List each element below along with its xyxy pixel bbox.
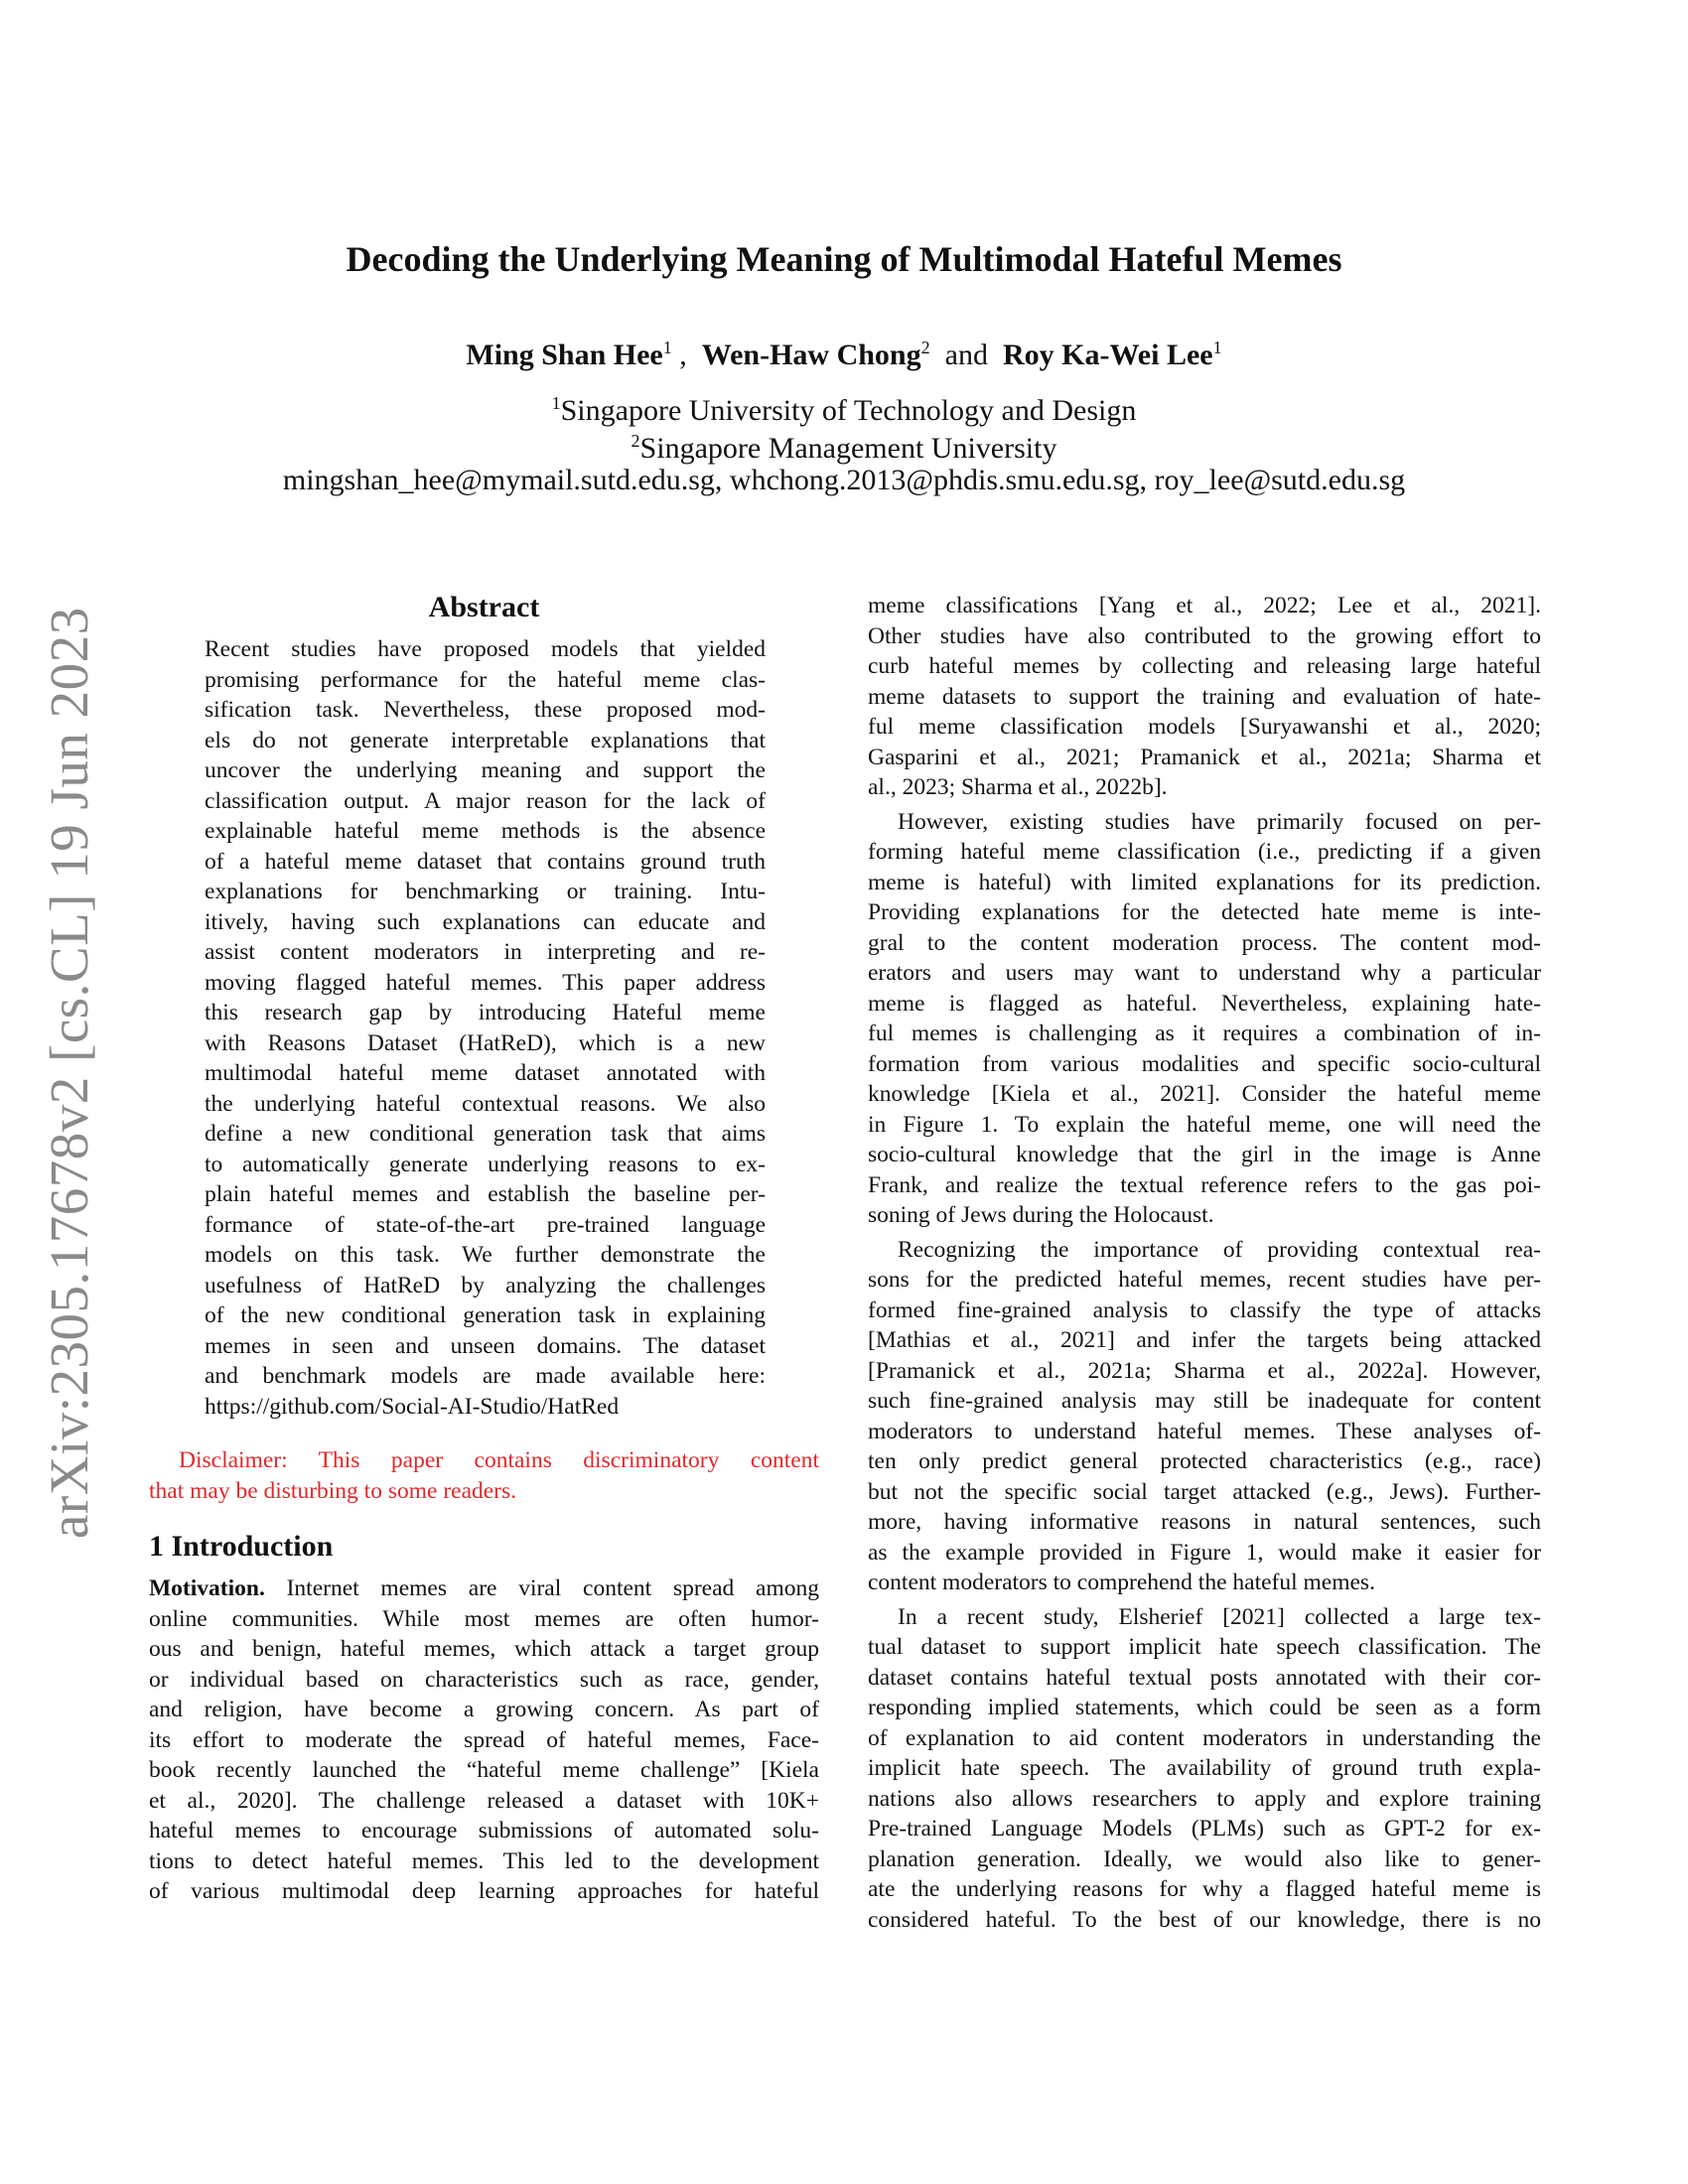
- body-line: [Mathias et al., 2021] and infer the targets being attacked: [868, 1327, 1541, 1353]
- abstract-line: plain hateful memes and establish the baseline per-: [205, 1181, 766, 1207]
- body-line: more, having informative reasons in natural sentences, such: [868, 1509, 1541, 1535]
- body-line: responding implied statements, which could be seen as a form: [868, 1695, 1541, 1720]
- affiliation-mark: 2: [631, 431, 640, 451]
- body-line: forming hateful meme classification (i.e., predicting if a given: [868, 839, 1541, 865]
- body-line: meme is hateful) with limited explanations for its prediction.: [868, 869, 1541, 895]
- body-line: al., 2023; Sharma et al., 2022b].: [868, 774, 1168, 800]
- body-line: nations also allows researchers to apply and explore training: [868, 1785, 1541, 1812]
- right-column: [868, 591, 1541, 1935]
- abstract-line: moving flagged hateful memes. This paper address: [205, 969, 766, 996]
- body-line: Gasparini et al., 2021; Pramanick et al., 2021a; Sharma et: [868, 744, 1541, 770]
- disclaimer-line: Disclaimer: This paper contains discriminatory content: [179, 1447, 819, 1473]
- author-list: [149, 338, 1539, 372]
- abstract-line: usefulness of HatReD by analyzing the challenges: [205, 1272, 766, 1298]
- abstract-line: itively, having such explanations can educate and: [205, 908, 766, 935]
- body-line: socio-cultural knowledge that the girl in the image is Anne: [868, 1142, 1541, 1167]
- intro-line: book recently launched the “hateful meme challenge” [Kiela: [149, 1757, 819, 1783]
- body-line: Other studies have also contributed to the growing effort to: [868, 622, 1541, 649]
- abstract-line: explanations for benchmarking or training. Intu-: [205, 879, 766, 904]
- left-column: [149, 591, 819, 1907]
- abstract-line: classification output. A major reason for the lack of: [205, 787, 766, 814]
- affiliation-mark: 1: [551, 393, 561, 413]
- abstract-line: assist content moderators in interpreting and re-: [205, 939, 766, 965]
- body-line: moderators to understand hateful memes. These analyses of-: [868, 1418, 1541, 1444]
- section-heading-introduction: 1 Introduction: [149, 1530, 334, 1563]
- body-line: gral to the content moderation process. The content mod-: [868, 929, 1541, 956]
- abstract-line: of a hateful meme dataset that contains ground truth: [205, 848, 766, 875]
- author-affiliation-mark: 1: [662, 338, 672, 357]
- body-line: of explanation to aid content moderators in understanding the: [868, 1724, 1541, 1751]
- body-line: but not the specific social target attacked (e.g., Jews). Further-: [868, 1478, 1541, 1505]
- body-line: as the example provided in Figure 1, would make it easier for: [868, 1539, 1541, 1566]
- body-line: erators and users may want to understand why a particular: [868, 960, 1541, 986]
- body-line: Pre-trained Language Models (PLMs) such as GPT-2 for ex-: [868, 1816, 1541, 1842]
- body-line: curb hateful memes by collecting and releasing large hateful: [868, 653, 1541, 679]
- intro-line: tions to detect hateful memes. This led to the development: [149, 1847, 819, 1874]
- abstract-line: of the new conditional generation task in explaining: [205, 1302, 766, 1328]
- body-line: considered hateful. To the best of our knowledge, there is no: [868, 1906, 1541, 1933]
- body-line: ful memes is challenging as it requires a combination of in-: [868, 1021, 1541, 1046]
- body-line: meme is flagged as hateful. Nevertheless, explaining hate-: [868, 990, 1541, 1017]
- body-line: soning of Jews during the Holocaust.: [868, 1202, 1214, 1228]
- abstract-line: memes in seen and unseen domains. The dataset: [205, 1332, 766, 1359]
- intro-line: of various multimodal deep learning approaches for hateful: [149, 1878, 819, 1904]
- body-line: In a recent study, Elsherief [2021] collected a large tex-: [898, 1603, 1541, 1630]
- disclaimer-line: that may be disturbing to some readers.: [149, 1477, 517, 1504]
- abstract-line: explainable hateful meme methods is the absence: [205, 818, 766, 844]
- abstract-line: with Reasons Dataset (HatReD), which is a new: [205, 1029, 766, 1056]
- author-separator: ,: [679, 339, 687, 371]
- body-line: content moderators to comprehend the hateful memes.: [868, 1570, 1375, 1595]
- abstract-line: define a new conditional generation task that aims: [205, 1121, 766, 1147]
- author-name: Ming Shan Hee: [466, 339, 663, 371]
- abstract-line: Recent studies have proposed models that yielded: [205, 636, 766, 662]
- intro-line: ous and benign, hateful memes, which attack a target group: [149, 1636, 819, 1662]
- intro-line: its effort to moderate the spread of hateful memes, Face-: [149, 1726, 819, 1753]
- body-line: such fine-grained analysis may still be inadequate for content: [868, 1388, 1541, 1414]
- author-separator: and: [944, 339, 988, 371]
- intro-line: [149, 1573, 819, 1604]
- body-line: ten only predict general protected characteristics (e.g., race): [868, 1448, 1541, 1474]
- body-line: dataset contains hateful textual posts annotated with their cor-: [868, 1664, 1541, 1691]
- abstract-line: to automatically generate underlying reasons to ex-: [205, 1151, 766, 1177]
- body-line: However, existing studies have primarily focused on per-: [898, 808, 1541, 835]
- intro-line-text: Internet memes are viral content spread among: [286, 1575, 819, 1601]
- author-affiliation-mark: 1: [1212, 338, 1222, 357]
- intro-line: and religion, have become a growing concern. As part of: [149, 1697, 819, 1722]
- abstract-line: models on this task. We further demonstrate the: [205, 1242, 766, 1268]
- abstract-line: this research gap by introducing Hateful meme: [205, 1000, 766, 1025]
- body-line: planation generation. Ideally, we would also like to gener-: [868, 1845, 1541, 1872]
- body-line: ate the underlying reasons for why a flagged hateful meme is: [868, 1876, 1541, 1902]
- abstract-body: [205, 634, 766, 1422]
- abstract-heading: Abstract: [428, 591, 540, 623]
- abstract-line: promising performance for the hateful meme clas-: [205, 666, 766, 693]
- paper-title: Decoding the Underlying Meaning of Multimodal Hateful Memes: [346, 239, 1342, 279]
- body-line: formed fine-grained analysis to classify the type of attacks: [868, 1297, 1541, 1323]
- body-line: sons for the predicted hateful memes, recent studies have per-: [868, 1267, 1541, 1293]
- body-line: Frank, and realize the textual reference refers to the gas poi-: [868, 1171, 1541, 1198]
- motivation-lead: Motivation.: [149, 1575, 265, 1601]
- abstract-line: the underlying hateful contextual reasons. We also: [205, 1090, 766, 1117]
- author-name: Roy Ka-Wei Lee: [1002, 339, 1213, 371]
- body-line: tual dataset to support implicit hate speech classification. The: [868, 1634, 1541, 1660]
- abstract-line: uncover the underlying meaning and support the: [205, 757, 766, 783]
- body-line: implicit hate speech. The availability of ground truth expla-: [868, 1755, 1541, 1781]
- affiliation-name: Singapore Management University: [639, 432, 1057, 465]
- affiliation-name: Singapore University of Technology and Design: [560, 394, 1137, 427]
- body-line: Recognizing the importance of providing contextual rea-: [898, 1236, 1541, 1263]
- body-line: [Pramanick et al., 2021a; Sharma et al., 2022a]. However,: [868, 1357, 1541, 1384]
- author-name: Wen-Haw Chong: [701, 339, 921, 371]
- abstract-line: formance of state-of-the-art pre-trained language: [205, 1211, 766, 1238]
- body-line: meme classifications [Yang et al., 2022; Lee et al., 2021].: [868, 593, 1541, 618]
- arxiv-identifier: arXiv:2305.17678v2 [cs.CL] 19 Jun 2023: [39, 607, 99, 1539]
- abstract-line: and benchmark models are made available here:: [205, 1363, 766, 1389]
- body-line: Providing explanations for the detected hate meme is inte-: [868, 899, 1541, 925]
- intro-line: online communities. While most memes are often humor-: [149, 1605, 819, 1632]
- intro-line: or individual based on characteristics such as race, gender,: [149, 1666, 819, 1693]
- body-line: formation from various modalities and specific socio-cultural: [868, 1050, 1541, 1077]
- dataset-link[interactable]: https://github.com/Social-AI-Studio/HatRed: [205, 1393, 620, 1420]
- abstract-line: multimodal hateful meme dataset annotated with: [205, 1060, 766, 1086]
- author-emails: mingshan_hee@mymail.sutd.edu.sg, whchong.2013@phdis.smu.edu.sg, roy_lee@sutd.edu.sg: [282, 464, 1406, 496]
- intro-line: hateful memes to encourage submissions of automated solu-: [149, 1818, 819, 1843]
- intro-line: et al., 2020]. The challenge released a dataset with 10K+: [149, 1787, 819, 1814]
- author-affiliation-mark: 2: [920, 338, 930, 357]
- body-line: knowledge [Kiela et al., 2021]. Consider the hateful meme: [868, 1081, 1541, 1107]
- abstract-line: els do not generate interpretable explanations that: [205, 727, 766, 753]
- abstract-line: sification task. Nevertheless, these proposed mod-: [205, 697, 766, 723]
- body-line: in Figure 1. To explain the hateful meme, one will need the: [868, 1111, 1541, 1138]
- body-line: meme datasets to support the training and evaluation of hate-: [868, 683, 1541, 710]
- body-line: ful meme classification models [Suryawanshi et al., 2020;: [868, 714, 1541, 740]
